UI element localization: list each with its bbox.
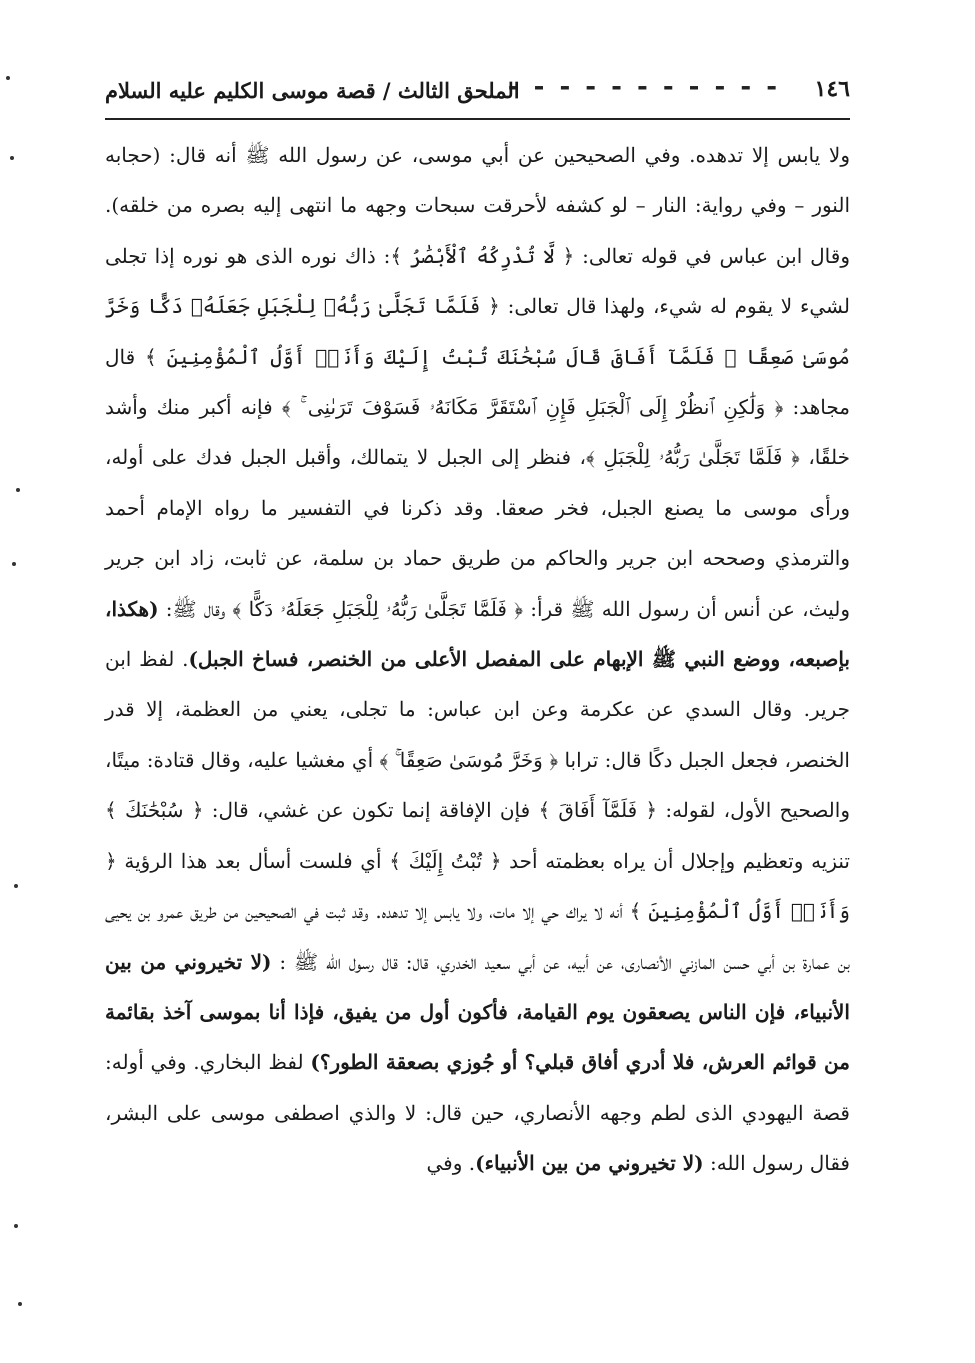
text-run: تنزيه وتعظيم وإجلال أن يراه بعظمته أحد [501, 848, 851, 873]
text-run: أي فلست أسأل بعد هذا الرؤية [116, 848, 390, 873]
text-run: لفظ البخاري. وفي أوله: قصة اليهودي الذى لطم وجهه الأنصاري، حين قال: لا والذي اصطفى موسى على البشر، فقال رسول الله: [105, 1050, 850, 1176]
hadith-quote: (لا تخيروني من بين الأنبياء) [475, 1151, 704, 1176]
quran-quote: ﴿ فَلَمَّا تَجَلَّىٰ رَبُّهُۥ لِلْجَبَلِ جَعَلَهُۥ دَكًّا وَخَرَّ مُوسَىٰ صَعِقًا ۚ فَلَمَّآ أَفَاقَ قَالَ سُبْحَٰنَكَ تُبْتُ إِلَيْكَ وَأَنَا۠ أَوَّلُ ٱلْمُؤْمِنِينَ ﴾ [105, 294, 851, 369]
text-run: فإنه أكبر منك وأشد خلقًا، [105, 395, 850, 470]
header-dashes: - - - - - - - - - - - [507, 72, 780, 102]
text-run: . وفي [426, 1151, 476, 1176]
text-run: ولا يابس إلا تدهده. وفي الصحيحين عن أبي موسى، عن رسول الله ﷺ أنه قال: (حجابه النور – وفي رواية: النار – لو كشفه لأحرقت سبحات وجهه ما انتهى إليه بصره من خلقه). وقال ابن عباس في قوله تعالى: [105, 143, 850, 268]
scan-speck [12, 562, 16, 566]
quran-quote: ﴿ سُبْحَٰنَكَ ﴾ [105, 798, 204, 823]
text-run: أي مغشيا عليه، وقال قتادة: ميتًا، والصحيح الأول، لقوله: [105, 747, 850, 823]
scan-speck [18, 1302, 22, 1306]
scan-speck [14, 884, 18, 888]
running-header [105, 70, 850, 120]
text-run: وقال ﷺ: [158, 596, 233, 621]
hadith-quote: (هكذا، بإصبعه، ووضع النبي ﷺ الإبهام على المفصل الأعلى من الخنصر، فساخ الجبل) [105, 596, 850, 672]
quran-quote: ﴿ فَلَمَّا تَجَلَّىٰ رَبُّهُۥ لِلْجَبَلِ جَعَلَهُۥ دَكًّا ﴾ [232, 596, 523, 621]
page-number: ١٤٦ [814, 76, 850, 102]
scan-speck [16, 488, 20, 492]
text-run: أنه لا يراك حي إلا مات، ولا يابس إلا تدهده. وقد ثبت في الصحيحين من طريق عمرو بن يحيى بن عمارة بن أبي حسن المازني الأنصارى، عن أبيه، عن أبي سعيد الخدري، قال: قال رسول الله ﷺ : [105, 899, 851, 974]
quran-quote: ﴿ وَلَٰكِنِ ٱنظُرْ إِلَى ٱلْجَبَلِ فَإِنِ ٱسْتَقَرَّ مَكَانَهُۥ فَسَوْفَ تَرَىٰنِى ۚ ﴾ [281, 395, 784, 420]
quran-quote: ﴿ لَّا تُدْرِكُهُ ٱلْأَبْصَٰرُ ﴾ [390, 243, 575, 268]
chapter-title: الملحق الثالث / قصة موسى الكليم عليه السلام [105, 78, 520, 103]
quran-quote: ﴿ فَلَمَّآ أَفَاقَ ﴾ [538, 798, 658, 823]
header-rule [105, 118, 850, 120]
scan-speck [14, 1224, 18, 1228]
text-run: قال مجاهد: [105, 344, 850, 420]
text-run: : ذاك نوره الذى هو نوره إذا تجلى لشيء لا يقوم له شيء، ولهذا قال تعالى: [105, 243, 850, 319]
scan-speck [10, 156, 14, 160]
quran-quote: ﴿ فَلَمَّا تَجَلَّىٰ رَبُّهُۥ لِلْجَبَلِ ﴾ [586, 445, 800, 470]
hadith-quote: (لا تخيروني من بين الأنبياء، فإن الناس يصعقون يوم القيامة، فأكون أول من يفيق، فإذا أنا بموسى آخذ بقائمة من قوائم العرش، فلا أدري أفاق قبلي؟ أو جُوزي بصعقة الطور؟) [105, 949, 850, 1075]
quran-quote: ﴿ وَأَنَا۠ أَوَّلُ ٱلْمُؤْمِنِينَ ﴾ [105, 848, 851, 924]
body-text [105, 130, 850, 1189]
text-run: ، فنظر إلى الجبل لا يتمالك، وأقبل الجبل فدك على أوله، ورأى موسى ما يصنع الجبل، فخر صعقا. وقد ذكرنا في التفسير ما رواه الإمام أحمد والترمذي وصححه ابن جرير والحاكم من طريق حماد بن سلمة، عن ثابت، زاد ابن جرير وليث، عن أنس أن رسول الله ﷺ قرأ: [105, 445, 850, 621]
text-run: فإن الإفاقة إنما تكون عن غشي، قال: [203, 798, 539, 823]
quran-quote: ﴿ تُبْتُ إِلَيْكَ ﴾ [389, 848, 502, 873]
quran-quote: ﴿ وَخَرَّ مُوسَىٰ صَعِقًا ۚ ﴾ [379, 747, 559, 772]
scan-speck [6, 76, 10, 80]
text-run: . لفظ ابن جرير. وقال السدي عن عكرمة وعن ابن عباس: ما تجلى، يعني من العظمة، إلا قدر الخنصر، فجعل الجبل دكًا قال: ترابا [105, 647, 850, 772]
paragraph [105, 130, 850, 1189]
